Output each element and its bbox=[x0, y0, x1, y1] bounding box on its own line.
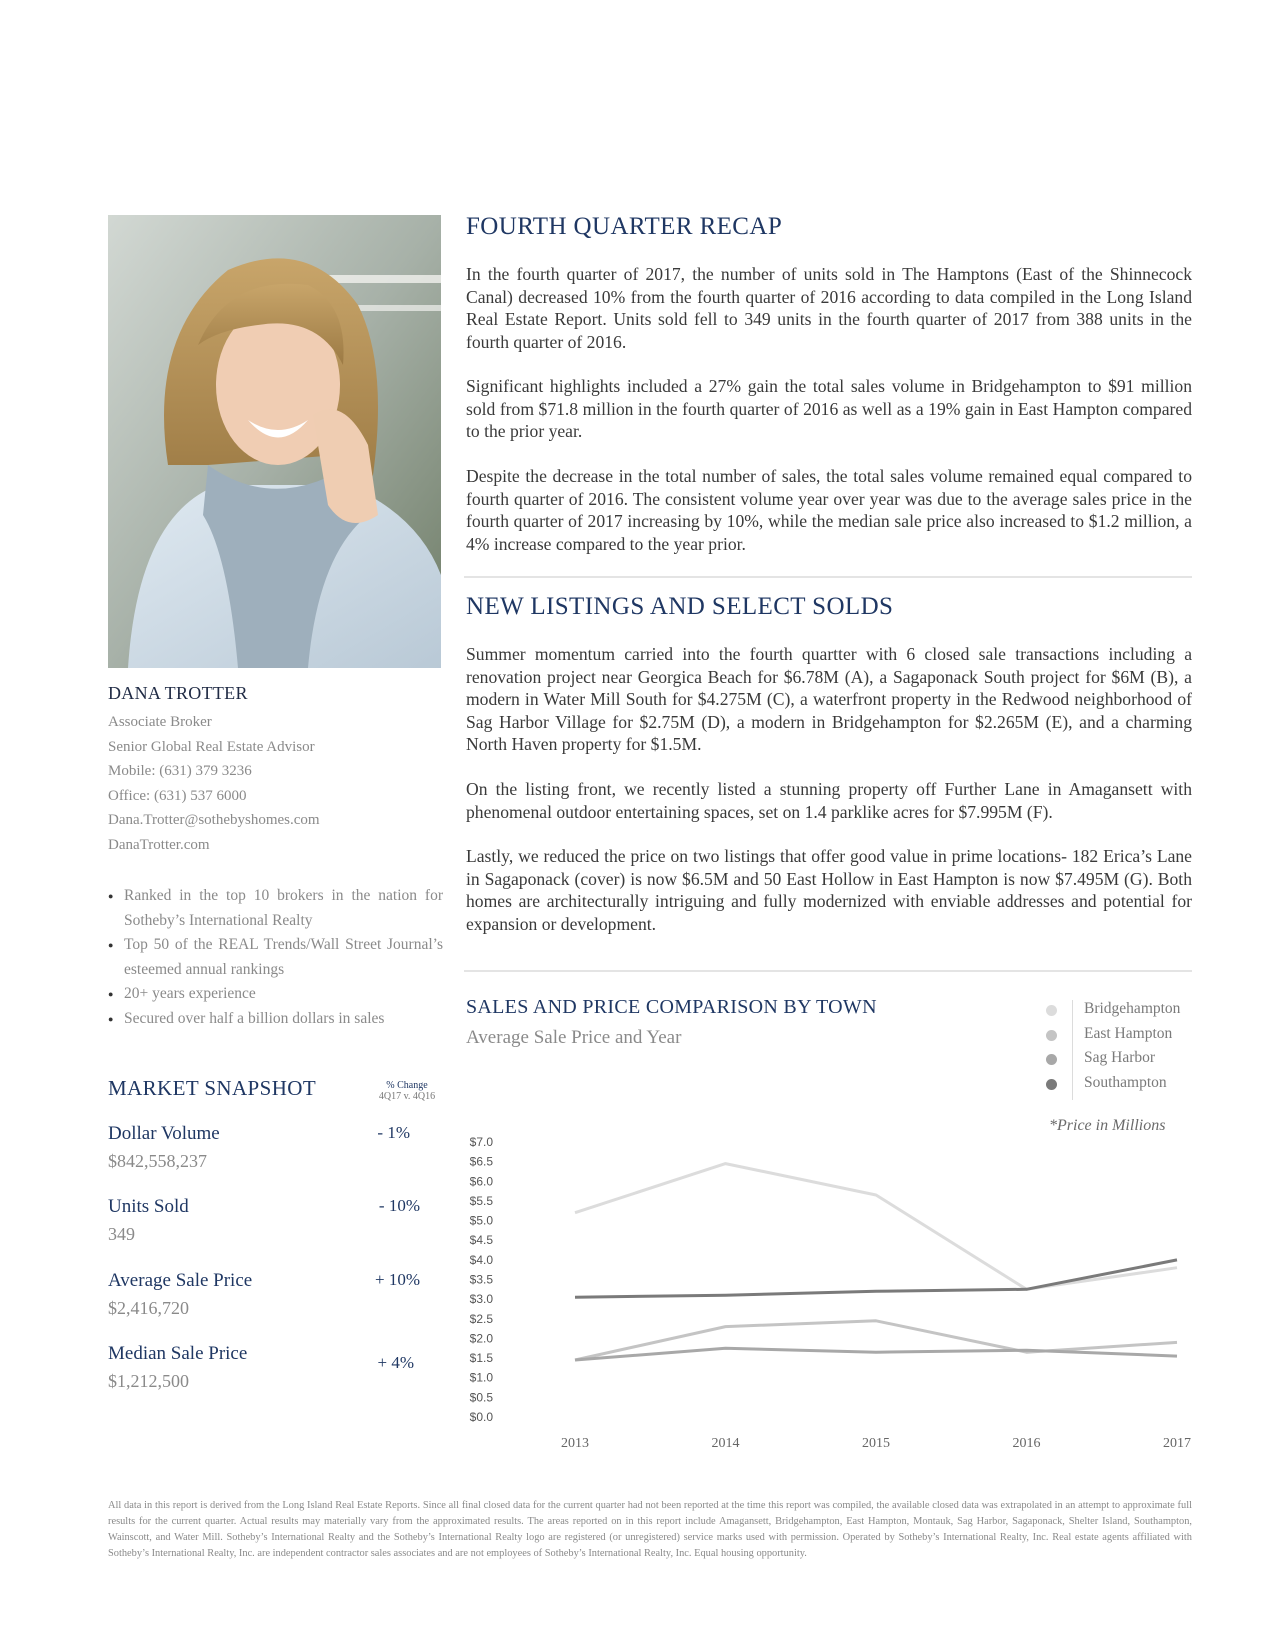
legend-label: Bridgehampton bbox=[1084, 1000, 1181, 1017]
footer-disclaimer: All data in this report is derived from the Long Island Real Estate Reports. Since all final closed data for the current quarter had not been reported at the time this report was compiled, the available closed data was extrapolated in an attempt to approximate full results for the current quarter. Actual results may materially vary from the approximated results. The areas reported on in this report include Amagansett, Bridgehampton, East Hampton, Montauk, Sag Harbor, Sagaponack, Shelter Island, Southampton, Wainscott, and Water Mill. Sotheby’s International Realty and the Sotheby’s International Realty logo are registered (or unregistered) service marks used with permission. Operated by Sotheby’s International Realty, Inc. Real estate agents affiliated with Sotheby’s International Realty, Inc. are independent contractor sales associates and are not employees of Sotheby’s International Realty, Inc. Equal housing opportunity. bbox=[108, 1500, 1192, 1559]
listings-title: NEW LISTINGS AND SELECT SOLDS bbox=[466, 593, 894, 620]
agent-office: Office: (631) 537 6000 bbox=[108, 787, 247, 804]
y-tick-label: $1.5 bbox=[469, 1351, 493, 1366]
x-tick-label: 2017 bbox=[1163, 1436, 1191, 1451]
metric-average-sale-price bbox=[108, 1270, 448, 1319]
y-tick-label: $4.0 bbox=[469, 1252, 493, 1267]
line-chart bbox=[455, 1125, 1200, 1455]
legend-dot-icon bbox=[1046, 1005, 1057, 1016]
y-tick-label: $5.5 bbox=[469, 1193, 493, 1208]
metric-change: + 4% bbox=[377, 1353, 414, 1372]
percent-change-header bbox=[372, 1080, 442, 1102]
series-line-sag-harbor bbox=[575, 1348, 1177, 1360]
y-tick-label: $1.0 bbox=[469, 1370, 493, 1385]
metric-label: Median Sale Price bbox=[108, 1343, 248, 1364]
legend-item-bridgehampton bbox=[1046, 1000, 1196, 1025]
legend-dot-icon bbox=[1046, 1079, 1057, 1090]
series-line-southampton bbox=[575, 1260, 1177, 1297]
metric-dollar-volume bbox=[108, 1123, 448, 1172]
metric-units-sold bbox=[108, 1196, 448, 1245]
metric-label: Average Sale Price bbox=[108, 1270, 253, 1291]
y-tick-label: $0.5 bbox=[469, 1390, 493, 1405]
legend-dot-icon bbox=[1046, 1054, 1057, 1065]
y-tick-label: $6.5 bbox=[469, 1154, 493, 1169]
agent-name: DANA TROTTER bbox=[108, 683, 248, 703]
recap-paragraph: Significant highlights included a 27% gain the total sales volume in Bridgehampton to $91 million sold from $71.8 million in the fourth quarter of 2016 as well as a 19% gain in East Hampton compared to the prior year. bbox=[466, 376, 1192, 442]
y-tick-label: $3.0 bbox=[469, 1292, 493, 1307]
metric-change: + 10% bbox=[375, 1270, 420, 1289]
chart-subtitle: Average Sale Price and Year bbox=[466, 1027, 682, 1048]
highlight-item: ● Ranked in the top 10 brokers in the nation for Sotheby’s International Realty bbox=[108, 884, 443, 933]
agent-info bbox=[108, 683, 448, 857]
listings-paragraph: On the listing front, we recently listed a stunning property off Further Lane in Amagansett with phenomenal outdoor entertaining spaces, set on 1.4 parklike acres for $7.995M (F). bbox=[466, 779, 1192, 822]
y-tick-label: $0.0 bbox=[469, 1410, 493, 1424]
agent-role: Senior Global Real Estate Advisor bbox=[108, 738, 315, 755]
y-tick-label: $2.5 bbox=[469, 1311, 493, 1326]
legend-label: Southampton bbox=[1084, 1073, 1167, 1091]
market-snapshot-title: MARKET SNAPSHOT bbox=[108, 1076, 317, 1100]
y-tick-label: $3.5 bbox=[469, 1272, 493, 1287]
metric-value: $842,558,237 bbox=[108, 1151, 207, 1171]
metric-label: Dollar Volume bbox=[108, 1123, 220, 1144]
x-tick-label: 2013 bbox=[561, 1436, 589, 1451]
listings-paragraph: Lastly, we reduced the price on two listings that offer good value in prime locations- 182 Erica’s Lane in Sagaponack (cover) is now $6.5M and 50 East Hollow in East Hampton is now $7.495M (G). Both homes are architecturally intriguing and fully modernized with enviable addresses and potential for expansion or development. bbox=[466, 846, 1192, 934]
legend-item-southampton bbox=[1046, 1074, 1196, 1099]
section-divider bbox=[464, 970, 1192, 972]
y-tick-label: $5.0 bbox=[469, 1213, 493, 1228]
agent-website-link[interactable]: DanaTrotter.com bbox=[108, 836, 210, 853]
metric-change: - 10% bbox=[378, 1196, 420, 1215]
metric-change: - 1% bbox=[377, 1123, 410, 1142]
recap-paragraph: In the fourth quarter of 2017, the number of units sold in The Hamptons (East of the Shinnecock Canal) decreased 10% from the fourth quarter of 2016 according to data compiled in the Long Island Real Estate Report. Units sold fell to 349 units in the fourth quarter of 2017 from 388 units in the fourth quarter of 2016. bbox=[466, 264, 1192, 352]
series-line-bridgehampton bbox=[575, 1164, 1177, 1290]
legend-dot-icon bbox=[1046, 1030, 1057, 1041]
legend-label: East Hampton bbox=[1084, 1024, 1173, 1042]
metric-label: Units Sold bbox=[108, 1196, 189, 1217]
section-divider bbox=[464, 576, 1192, 578]
x-tick-label: 2015 bbox=[862, 1436, 890, 1451]
agent-email-link[interactable]: Dana.Trotter@sothebyshomes.com bbox=[108, 812, 320, 828]
x-tick-label: 2016 bbox=[1012, 1436, 1041, 1451]
y-tick-label: $6.0 bbox=[469, 1174, 493, 1189]
agent-photo bbox=[108, 215, 441, 668]
x-tick-label: 2014 bbox=[711, 1436, 740, 1451]
recap-paragraph: Despite the decrease in the total number of sales, the total sales volume remained equal compared to fourth quarter of 2016. The consistent volume year over year was due to the average sales price in the fourth quarter of 2017 increasing by 10%, while the median sale price also increased to $1.2 million, a 4% increase compared to the year prior. bbox=[466, 466, 1192, 554]
legend-item-east-hampton bbox=[1046, 1025, 1196, 1050]
legend-label: Sag Harbor bbox=[1084, 1049, 1156, 1066]
recap-title: FOURTH QUARTER RECAP bbox=[466, 213, 783, 240]
highlight-item: ● Secured over half a billion dollars in sales bbox=[108, 1007, 443, 1032]
percent-change-period: 4Q17 v. 4Q16 bbox=[378, 1091, 436, 1102]
metric-value: $1,212,500 bbox=[108, 1371, 189, 1391]
listings-paragraph: Summer momentum carried into the fourth quartter with 6 closed sale transactions including a renovation project near Georgica Beach for $6.78M (A), a Sagaponack South project for $6M (B), a modern in Water Mill South for $4.275M (C), a waterfront property in the Redwood neighborhood of Sag Harbor Village for $2.75M (D), a modern in Bridgehampton for $2.265M (E), and a charming North Haven property for $1.5M. bbox=[466, 644, 1192, 755]
metric-value: $2,416,720 bbox=[108, 1298, 189, 1318]
legend-item-sag-harbor bbox=[1046, 1049, 1196, 1074]
highlight-item: ● 20+ years experience bbox=[108, 982, 443, 1007]
metric-value: 349 bbox=[108, 1224, 135, 1244]
y-tick-label: $2.0 bbox=[469, 1331, 493, 1346]
y-tick-label: $7.0 bbox=[469, 1135, 493, 1149]
chart-title: SALES AND PRICE COMPARISON BY TOWN bbox=[466, 996, 877, 1018]
agent-mobile: Mobile: (631) 379 3236 bbox=[108, 763, 252, 779]
chart-legend bbox=[1046, 1000, 1196, 1098]
chart-price-note: *Price in Millions bbox=[1049, 1117, 1166, 1134]
highlight-item: ● Top 50 of the REAL Trends/Wall Street Journal’s esteemed annual rankings bbox=[108, 933, 443, 982]
agent-title: Associate Broker bbox=[108, 714, 212, 730]
percent-change-label: % Change bbox=[386, 1080, 428, 1091]
agent-highlights bbox=[108, 884, 443, 1031]
metric-median-sale-price bbox=[108, 1343, 448, 1392]
y-tick-label: $4.5 bbox=[469, 1233, 493, 1248]
